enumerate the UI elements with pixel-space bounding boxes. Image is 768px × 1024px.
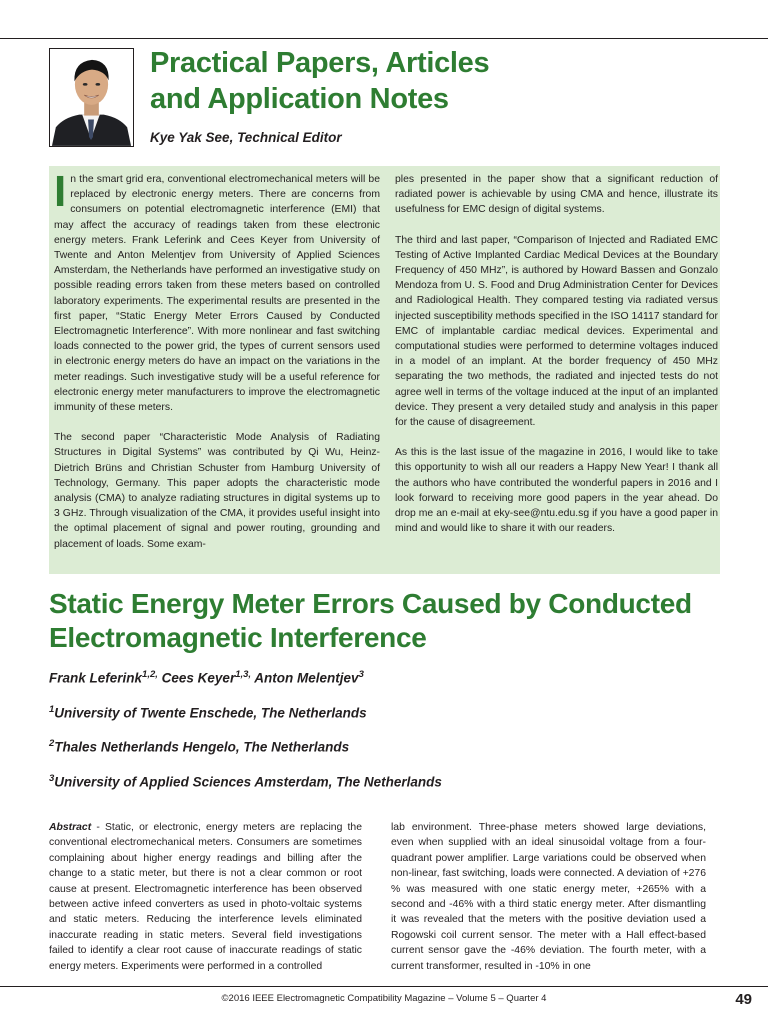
affiliation-1	[49, 704, 367, 721]
abstract-column-left	[49, 820, 362, 974]
affiliation-3	[49, 773, 442, 790]
affiliation-number: 1	[49, 704, 55, 715]
article-title-line2: Electromagnetic Interference	[49, 622, 427, 653]
affiliation-number: 3	[49, 773, 55, 784]
abstract-column-right: lab environment. Three-phase meters showed large deviations, even when supplied with an ideal sinusoidal voltage from a four-quadrant power amplifier. Large variations could be observed when non-linear, fast switching, loads were connected. A deviation of +276 % was measured with one static energy meter, +265% with a second and -46% with a third static energy meter. After dismantling it was revealed that the meters with the positive deviation used a Rogowski coil current sensor. The meter with a Hall effect-based current sensor gave the -46% deviation. The fourth meter, with a current transformer, resulted in -10% in one	[391, 822, 706, 972]
author-name: Anton Melentjev	[251, 670, 359, 686]
abstract-text: - Static, or electronic, energy meters are replacing the conventional electromechanical meters. Consumers are sometimes complaining about higher energy readings and billing after the change to a static meter, but there is not a clear common or root cause at present. Electromagnetic interference has been observed between active infeed converters as used in photo-voltaic systems and static meters. Reducing the interference levels eliminated inaccurate reading in static meters. Several field investigations failed to identify a clear root cause of inaccurate readings of static energy meters. Experiments were performed in a controlled	[49, 822, 362, 972]
page-footer: ©2016 IEEE Electromagnetic Compatibility Magazine – Volume 5 – Quarter 4	[221, 993, 547, 1004]
page-number: 49	[735, 991, 752, 1008]
affiliation-text: University of Twente Enschede, The Netherlands	[54, 705, 367, 721]
article-title	[49, 587, 729, 655]
author-list	[49, 669, 364, 686]
affiliation-number: 2	[49, 738, 55, 749]
top-rule	[0, 38, 768, 39]
bottom-rule	[0, 986, 768, 987]
author-affiliation-marker: 3	[358, 669, 364, 680]
intro-paragraph: The third and last paper, “Comparison of Injected and Radiated EMC Testing of Active Implanted Cardiac Medical Devices at the Boundary Frequency of 450 MHz”, is authored by Howard Bassen and Gonzalo Mendoza from U. S. Food and Drug Administration Center for Devices and Radiological Health. They compared testing via radiated versus injected susceptibility methods specified in the ISO 14117 standard for EMC of implantable cardiac medical devices. Experimental and computational studies were performed to determine voltages induced in a model of an implant. At the border frequency of 450 MHz separating the two methods, the radiated and injected tests do not agree well in terms of the voltage induced at the input of an implanted device. They present a very detailed study and analysis in this paper for the cause of disagreement.	[395, 234, 718, 429]
author-name: Frank Leferink	[49, 670, 143, 686]
drop-cap: I	[54, 167, 67, 216]
section-header-title	[150, 45, 489, 117]
intro-paragraph: As this is the last issue of the magazine in 2016, I would like to take this opportunity to wish all our readers a Happy New Year! I thank all the authors who have contributed the wonderful papers in 2016 and I look forward to receiving more good papers in the year ahead. Do drop me an e-mail at eky-see@ntu.edu.sg if you have a good paper in mind and would like to share it with our readers.	[395, 447, 718, 535]
affiliation-text: University of Applied Sciences Amsterdam, The Netherlands	[54, 774, 442, 790]
abstract-label: Abstract	[49, 822, 92, 833]
section-header-title-line2: and Application Notes	[150, 83, 449, 115]
intro-paragraph	[54, 167, 380, 415]
author-affiliation-marker: 1,3,	[235, 669, 252, 680]
intro-paragraph: The second paper “Characteristic Mode Analysis of Radiating Structures in Digital Systems” was contributed by Qi Wu, Heinz-Dietrich Brüns and Christian Schuster from Hamburg University of Technology, Germany. This paper adopts the characteristic mode analysis (CMA) to analyze radiating structures in digital systems up to 3 GHz. Through visualization of the CMA, it provides useful insight into the optimal placement of signal and power routing, grounding and placement of loads. Some exam-	[54, 432, 380, 550]
intro-paragraph-text: n the smart grid era, conventional electromechanical meters will be replaced by electronic energy meters. There are concerns from consumers on potential electromagnetic interference (EMI) that may affect the accuracy of readings taken from these electronic energy meters. Frank Leferink and Cees Keyer from University of Twente and Anton Melentjev from University of Applied Sciences Amsterdam, the Netherlands have performed an investigative study on possible reading errors taken from these meters based on controlled laboratory experiments. The experimental results are presented in the first paper, “Static Energy Meter Errors Caused by Conducted Electromagnetic Interference”. With more nonlinear and fast switching loads connected to the power grid, the types of current sensors used in electronic energy meters do have an impact on the variations in the meter readings. Such investigative study will be a useful reference for electronic energy meter manufacturers to improve the electromagnetic immunity of these meters.	[54, 174, 380, 414]
article-title-line1: Static Energy Meter Errors Caused by Conducted	[49, 588, 692, 619]
intro-column-left	[54, 167, 380, 552]
technical-editor-credit: Kye Yak See, Technical Editor	[150, 130, 342, 145]
intro-paragraph: ples presented in the paper show that a significant reduction of radiated power is achievable by using CMA and hence, illustrate its usefulness for EMC design of digital systems.	[395, 174, 718, 216]
editor-photo	[49, 48, 134, 147]
affiliation-text: Thales Netherlands Hengelo, The Netherlands	[54, 739, 350, 755]
section-header-title-line1: Practical Papers, Articles	[150, 47, 490, 79]
editor-portrait-image	[50, 49, 133, 146]
affiliation-2	[49, 738, 349, 755]
author-name: Cees Keyer	[157, 670, 236, 686]
intro-column-right	[395, 172, 718, 536]
author-affiliation-marker: 1,2,	[142, 669, 158, 680]
